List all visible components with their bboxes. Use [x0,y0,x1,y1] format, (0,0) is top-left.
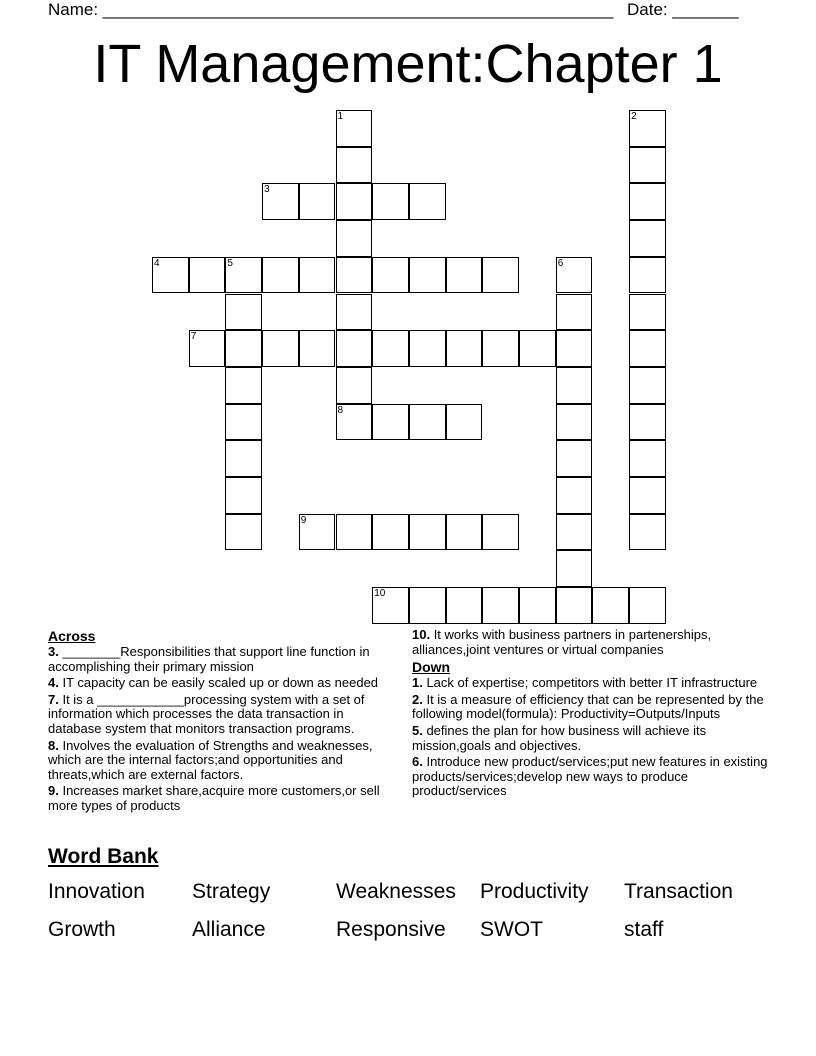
crossword-cell[interactable] [336,367,373,404]
crossword-cell[interactable] [446,404,483,441]
clue-across-8 [48,739,393,783]
crossword-cell[interactable] [372,330,409,367]
word-bank-item: Responsive [336,918,446,941]
crossword-cell[interactable] [336,330,373,367]
clue-text: IT capacity can be easily scaled up or down as needed [58,675,379,691]
clues-column-left [48,628,393,816]
crossword-cell[interactable] [629,440,666,477]
clue-number-label: 4 [154,257,160,269]
crossword-cell[interactable] [629,257,666,294]
crossword-cell[interactable] [225,257,262,294]
crossword-cell[interactable] [556,477,593,514]
clue-text: Introduce new product/services;put new features in existing products/services;develop new ways to produce product/services [412,754,768,799]
crossword-cell[interactable] [225,477,262,514]
word-bank-item: Weaknesses [336,880,456,903]
crossword-cell[interactable] [556,587,593,624]
word-bank-item: Innovation [48,880,145,903]
crossword-cell[interactable] [336,183,373,220]
crossword-cell[interactable] [336,220,373,257]
crossword-cell[interactable] [299,514,336,551]
clue-number: 5. [412,722,423,738]
clue-number-label: 5 [227,257,233,269]
across-heading: Across [48,628,96,644]
page-title: IT Management:Chapter 1 [93,34,723,94]
crossword-cell[interactable] [409,257,446,294]
clue-number: 1. [412,675,423,691]
crossword-cell[interactable] [336,294,373,331]
clue-number-label: 9 [300,514,307,526]
clue-text: It works with business partners in partenerships, alliances,joint ventures or virtual companies [412,627,712,657]
word-bank-item: Growth [48,918,116,941]
clue-across-10 [412,628,772,657]
crossword-cell[interactable] [262,257,299,294]
crossword-cell[interactable] [556,330,593,367]
crossword-cell[interactable] [556,294,593,331]
crossword-cell[interactable] [519,587,556,624]
crossword-cell[interactable] [629,330,666,367]
clue-number: 4. [48,675,59,691]
crossword-cell[interactable] [409,183,446,220]
crossword-cell[interactable] [262,183,299,220]
crossword-cell[interactable] [556,514,593,551]
crossword-cell[interactable] [225,404,262,441]
clue-number-label: 2 [631,111,637,122]
clue-text: Lack of expertise; competitors with better IT infrastructure [422,675,758,691]
crossword-cell[interactable] [189,257,226,294]
clue-across-3 [48,645,393,674]
clue-number: 6. [412,754,423,770]
clue-number: 7. [48,691,59,707]
clue-text: Involves the evaluation of Strengths and weaknesses, which are the internal factors;and opportunities and threats,which are external factors. [48,737,373,782]
crossword-cell[interactable] [519,330,556,367]
crossword-cell[interactable] [336,147,373,184]
crossword-cell[interactable] [372,404,409,441]
clue-across-9 [48,784,393,813]
crossword-cell[interactable] [299,330,336,367]
crossword-cell[interactable] [299,257,336,294]
clue-number-label: 10 [374,588,386,600]
crossword-cell[interactable] [629,110,666,147]
crossword-cell[interactable] [629,294,666,331]
crossword-cell[interactable] [409,404,446,441]
clue-text: defines the plan for how business will achieve its mission,goals and objectives. [412,722,707,753]
crossword-cell[interactable] [629,183,666,220]
crossword-cell[interactable] [556,550,593,587]
crossword-cell[interactable] [152,257,189,294]
clue-number: 2. [412,691,423,707]
clue-number: 10. [412,627,431,642]
crossword-cell[interactable] [446,330,483,367]
word-bank-item: Transaction [624,880,733,903]
crossword-cell[interactable] [629,477,666,514]
crossword-cell[interactable] [336,257,373,294]
crossword-cell[interactable] [556,440,593,477]
crossword-cell[interactable] [409,587,446,624]
clue-number-label: 3 [264,184,270,196]
crossword-cell[interactable] [482,587,519,624]
crossword-cell[interactable] [482,257,519,294]
crossword-cell[interactable] [225,514,262,551]
clue-text: It is a measure of efficiency that can be represented by the following model(formula): Productivity=Outputs/Inputs [412,691,764,722]
crossword-cell[interactable] [629,147,666,184]
crossword-cell[interactable] [409,330,446,367]
crossword-cell[interactable] [629,404,666,441]
crossword-cell[interactable] [372,514,409,551]
word-bank-item: Alliance [192,918,266,941]
crossword-cell[interactable] [372,587,409,624]
clue-text: ________Responsibilities that support line function in accomplishing their primary mission [48,644,370,674]
clue-number: 3. [48,644,59,659]
word-bank-item: SWOT [480,918,543,941]
crossword-cell[interactable] [629,514,666,551]
date-field[interactable]: Date: _______ [627,0,739,19]
crossword-cell[interactable] [592,587,629,624]
crossword-cell[interactable] [482,330,519,367]
crossword-cell[interactable] [372,257,409,294]
word-bank-item: staff [624,918,664,941]
crossword-cell[interactable] [446,257,483,294]
clue-number: 9. [48,783,59,799]
crossword-cell[interactable] [446,587,483,624]
crossword-cell[interactable] [629,587,666,624]
crossword-cell[interactable] [336,110,373,147]
crossword-cell[interactable] [189,330,226,367]
crossword-cell[interactable] [556,404,593,441]
clue-text: Increases market share,acquire more customers,or sell more types of products [48,783,380,813]
crossword-cell[interactable] [372,183,409,220]
crossword-cell[interactable] [225,367,262,404]
crossword-cell[interactable] [336,404,373,441]
crossword-cell[interactable] [225,294,262,331]
crossword-cell[interactable] [446,514,483,551]
header-row [48,0,748,22]
clue-number-label: 7 [190,331,197,343]
clue-down-6 [412,755,772,799]
clue-text: It is a ____________processing system with a set of information which processes the data transaction in database system that monitors transaction programs. [48,691,365,736]
clue-number-label: 8 [337,404,344,416]
word-bank-item: Strategy [192,880,271,903]
crossword-cell[interactable] [629,367,666,404]
clue-down-1 [412,676,772,691]
word-bank-title: Word Bank [48,845,159,868]
crossword-cell[interactable] [225,440,262,477]
crossword-cell[interactable] [336,514,373,551]
clue-across-7 [48,693,393,737]
clue-down-2 [412,693,772,722]
crossword-cell[interactable] [482,514,519,551]
crossword-cell[interactable] [556,367,593,404]
clue-number-label: 6 [557,257,564,269]
crossword-cell[interactable] [225,330,262,367]
crossword-cell[interactable] [262,330,299,367]
word-bank-item: Productivity [480,880,589,903]
clues-column-right [412,628,772,801]
clue-down-5 [412,724,772,753]
clue-number: 8. [48,737,59,753]
crossword-cell[interactable] [629,220,666,257]
clue-number-label: 1 [337,111,344,122]
clue-across-4 [48,676,393,691]
crossword-cell[interactable] [409,514,446,551]
crossword-cell[interactable] [299,183,336,220]
crossword-cell[interactable] [556,257,593,294]
down-heading: Down [412,659,451,676]
name-field[interactable]: Name: ______________________________________________________ [48,0,614,19]
